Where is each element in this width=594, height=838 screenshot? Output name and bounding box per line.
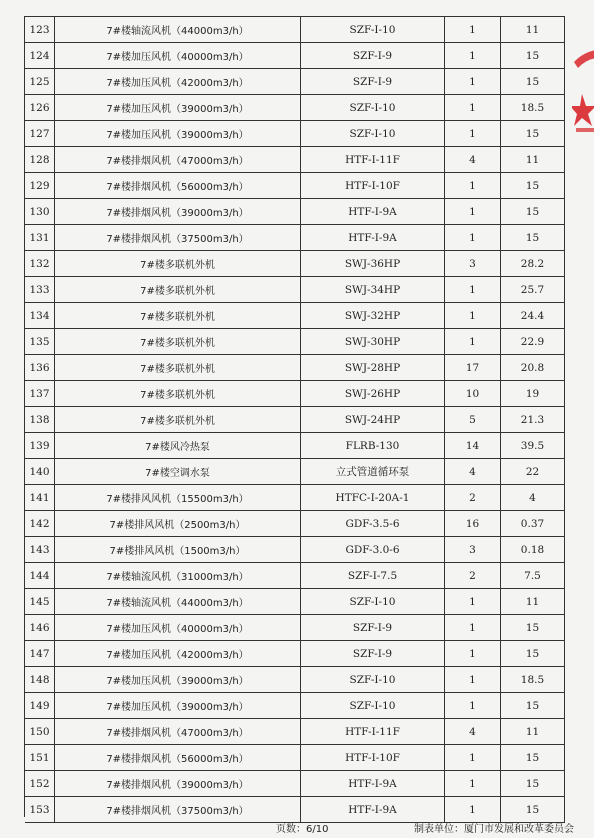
row-number: 128 <box>25 147 55 172</box>
row-number: 148 <box>25 667 55 692</box>
equipment-power: 25.7 <box>501 277 565 302</box>
table-row <box>25 277 565 303</box>
row-number: 141 <box>25 485 55 510</box>
equipment-model: GDF-3.5-6 <box>301 511 445 536</box>
equipment-name: 7#楼排风风机（1500m3/h） <box>55 537 301 562</box>
table-row <box>25 771 565 797</box>
row-number: 130 <box>25 199 55 224</box>
equipment-model: 立式管道循环泵 <box>301 459 445 484</box>
row-number: 145 <box>25 589 55 614</box>
equipment-name: 7#楼排风风机（2500m3/h） <box>55 511 301 536</box>
page-footer <box>0 818 594 836</box>
equipment-model: SWJ-34HP <box>301 277 445 302</box>
table-row <box>25 121 565 147</box>
table-row <box>25 199 565 225</box>
row-number: 142 <box>25 511 55 536</box>
equipment-power: 4 <box>501 485 565 510</box>
equipment-power: 15 <box>501 641 565 666</box>
row-number: 146 <box>25 615 55 640</box>
table-row <box>25 433 565 459</box>
table-row <box>25 225 565 251</box>
equipment-name: 7#楼空调水泵 <box>55 459 301 484</box>
row-number: 139 <box>25 433 55 458</box>
equipment-quantity: 1 <box>445 69 501 94</box>
equipment-name: 7#楼排烟风机（39000m3/h） <box>55 771 301 796</box>
equipment-quantity: 2 <box>445 563 501 588</box>
table-row <box>25 589 565 615</box>
equipment-name: 7#楼加压风机（40000m3/h） <box>55 43 301 68</box>
equipment-power: 15 <box>501 745 565 770</box>
equipment-power: 22 <box>501 459 565 484</box>
equipment-quantity: 2 <box>445 485 501 510</box>
row-number: 133 <box>25 277 55 302</box>
equipment-model: SZF-I-10 <box>301 693 445 718</box>
equipment-name: 7#楼排烟风机（47000m3/h） <box>55 719 301 744</box>
row-number: 123 <box>25 17 55 42</box>
table-row <box>25 485 565 511</box>
table-row <box>25 95 565 121</box>
equipment-name: 7#楼多联机外机 <box>55 329 301 354</box>
equipment-model: SWJ-28HP <box>301 355 445 380</box>
equipment-name: 7#楼排烟风机（37500m3/h） <box>55 797 301 822</box>
equipment-name: 7#楼排烟风机（56000m3/h） <box>55 745 301 770</box>
table-row <box>25 693 565 719</box>
equipment-model: SZF-I-10 <box>301 17 445 42</box>
equipment-power: 11 <box>501 17 565 42</box>
equipment-quantity: 16 <box>445 511 501 536</box>
equipment-power: 19 <box>501 381 565 406</box>
equipment-quantity: 1 <box>445 199 501 224</box>
equipment-model: GDF-3.0-6 <box>301 537 445 562</box>
equipment-model: HTFC-I-20A-1 <box>301 485 445 510</box>
table-row <box>25 641 565 667</box>
equipment-name: 7#楼排烟风机（39000m3/h） <box>55 199 301 224</box>
equipment-quantity: 4 <box>445 147 501 172</box>
equipment-power: 18.5 <box>501 95 565 120</box>
equipment-quantity: 1 <box>445 95 501 120</box>
equipment-model: HTF-I-9A <box>301 771 445 796</box>
equipment-power: 22.9 <box>501 329 565 354</box>
equipment-name: 7#楼多联机外机 <box>55 277 301 302</box>
equipment-model: SZF-I-10 <box>301 95 445 120</box>
equipment-power: 18.5 <box>501 667 565 692</box>
table-row <box>25 303 565 329</box>
equipment-quantity: 1 <box>445 615 501 640</box>
equipment-power: 15 <box>501 69 565 94</box>
row-number: 152 <box>25 771 55 796</box>
equipment-quantity: 1 <box>445 225 501 250</box>
equipment-name: 7#楼轴流风机（31000m3/h） <box>55 563 301 588</box>
row-number: 140 <box>25 459 55 484</box>
equipment-power: 39.5 <box>501 433 565 458</box>
equipment-quantity: 1 <box>445 121 501 146</box>
equipment-power: 11 <box>501 147 565 172</box>
equipment-quantity: 10 <box>445 381 501 406</box>
equipment-quantity: 1 <box>445 329 501 354</box>
equipment-name: 7#楼多联机外机 <box>55 251 301 276</box>
table-row <box>25 459 565 485</box>
row-number: 132 <box>25 251 55 276</box>
equipment-power: 15 <box>501 693 565 718</box>
equipment-model: SZF-I-9 <box>301 43 445 68</box>
equipment-name: 7#楼排烟风机（56000m3/h） <box>55 173 301 198</box>
equipment-power: 0.18 <box>501 537 565 562</box>
table-row <box>25 17 565 43</box>
equipment-model: SZF-I-9 <box>301 69 445 94</box>
row-number: 143 <box>25 537 55 562</box>
equipment-power: 15 <box>501 225 565 250</box>
equipment-power: 11 <box>501 719 565 744</box>
equipment-name: 7#楼多联机外机 <box>55 407 301 432</box>
row-number: 138 <box>25 407 55 432</box>
equipment-name: 7#楼排烟风机（47000m3/h） <box>55 147 301 172</box>
equipment-name: 7#楼加压风机（39000m3/h） <box>55 121 301 146</box>
page-count: 页数：6/10 <box>276 824 329 835</box>
row-number: 131 <box>25 225 55 250</box>
equipment-quantity: 1 <box>445 277 501 302</box>
equipment-quantity: 1 <box>445 693 501 718</box>
equipment-quantity: 1 <box>445 771 501 796</box>
equipment-quantity: 4 <box>445 719 501 744</box>
equipment-power: 15 <box>501 173 565 198</box>
row-number: 124 <box>25 43 55 68</box>
row-number: 136 <box>25 355 55 380</box>
equipment-model: SWJ-36HP <box>301 251 445 276</box>
equipment-power: 11 <box>501 589 565 614</box>
equipment-model: SZF-I-9 <box>301 615 445 640</box>
row-number: 147 <box>25 641 55 666</box>
equipment-quantity: 17 <box>445 355 501 380</box>
equipment-quantity: 14 <box>445 433 501 458</box>
equipment-name: 7#楼轴流风机（44000m3/h） <box>55 17 301 42</box>
equipment-model: SWJ-26HP <box>301 381 445 406</box>
equipment-model: FLRB-130 <box>301 433 445 458</box>
equipment-model: HTF-I-10F <box>301 745 445 770</box>
equipment-name: 7#楼加压风机（42000m3/h） <box>55 69 301 94</box>
table-row <box>25 251 565 277</box>
equipment-quantity: 1 <box>445 43 501 68</box>
table-row <box>25 719 565 745</box>
row-number: 134 <box>25 303 55 328</box>
official-seal-icon <box>572 44 594 134</box>
table-row <box>25 615 565 641</box>
equipment-power: 20.8 <box>501 355 565 380</box>
equipment-power: 0.37 <box>501 511 565 536</box>
row-number: 144 <box>25 563 55 588</box>
equipment-model: SWJ-24HP <box>301 407 445 432</box>
row-number: 126 <box>25 95 55 120</box>
equipment-name: 7#楼排烟风机（37500m3/h） <box>55 225 301 250</box>
row-number: 150 <box>25 719 55 744</box>
equipment-power: 15 <box>501 199 565 224</box>
equipment-name: 7#楼加压风机（39000m3/h） <box>55 667 301 692</box>
table-row <box>25 667 565 693</box>
equipment-quantity: 1 <box>445 303 501 328</box>
equipment-name: 7#楼加压风机（39000m3/h） <box>55 693 301 718</box>
table-row <box>25 407 565 433</box>
issuing-unit: 制表单位：厦门市发展和改革委员会 <box>414 824 574 835</box>
equipment-name: 7#楼风冷热泵 <box>55 433 301 458</box>
equipment-model: SZF-I-9 <box>301 641 445 666</box>
table-row <box>25 43 565 69</box>
equipment-quantity: 1 <box>445 667 501 692</box>
equipment-model: HTF-I-11F <box>301 147 445 172</box>
row-number: 153 <box>25 797 55 822</box>
equipment-model: HTF-I-9A <box>301 797 445 822</box>
table-row <box>25 563 565 589</box>
equipment-power: 15 <box>501 797 565 822</box>
row-number: 125 <box>25 69 55 94</box>
equipment-model: HTF-I-9A <box>301 225 445 250</box>
equipment-model: SZF-I-10 <box>301 121 445 146</box>
equipment-name: 7#楼多联机外机 <box>55 381 301 406</box>
table-row <box>25 537 565 563</box>
equipment-model: HTF-I-11F <box>301 719 445 744</box>
equipment-quantity: 3 <box>445 251 501 276</box>
equipment-quantity: 3 <box>445 537 501 562</box>
equipment-power: 28.2 <box>501 251 565 276</box>
equipment-model: SZF-I-7.5 <box>301 563 445 588</box>
table-row <box>25 147 565 173</box>
equipment-name: 7#楼多联机外机 <box>55 355 301 380</box>
table-row <box>25 511 565 537</box>
equipment-quantity: 1 <box>445 173 501 198</box>
row-number: 127 <box>25 121 55 146</box>
equipment-model: SWJ-32HP <box>301 303 445 328</box>
equipment-power: 7.5 <box>501 563 565 588</box>
equipment-name: 7#楼轴流风机（44000m3/h） <box>55 589 301 614</box>
equipment-name: 7#楼多联机外机 <box>55 303 301 328</box>
equipment-name: 7#楼加压风机（40000m3/h） <box>55 615 301 640</box>
table-row <box>25 745 565 771</box>
equipment-model: HTF-I-9A <box>301 199 445 224</box>
table-row <box>25 355 565 381</box>
equipment-power: 15 <box>501 615 565 640</box>
equipment-name: 7#楼加压风机（39000m3/h） <box>55 95 301 120</box>
equipment-power: 21.3 <box>501 407 565 432</box>
equipment-quantity: 4 <box>445 459 501 484</box>
row-number: 129 <box>25 173 55 198</box>
equipment-model: HTF-I-10F <box>301 173 445 198</box>
equipment-power: 24.4 <box>501 303 565 328</box>
equipment-quantity: 1 <box>445 797 501 822</box>
equipment-model: SWJ-30HP <box>301 329 445 354</box>
table-row <box>25 173 565 199</box>
equipment-quantity: 1 <box>445 641 501 666</box>
equipment-model: SZF-I-10 <box>301 589 445 614</box>
row-number: 135 <box>25 329 55 354</box>
equipment-power: 15 <box>501 121 565 146</box>
row-number: 137 <box>25 381 55 406</box>
table-row <box>25 381 565 407</box>
equipment-power: 15 <box>501 771 565 796</box>
row-number: 149 <box>25 693 55 718</box>
equipment-name: 7#楼排风风机（15500m3/h） <box>55 485 301 510</box>
equipment-quantity: 1 <box>445 17 501 42</box>
equipment-quantity: 1 <box>445 745 501 770</box>
equipment-name: 7#楼加压风机（42000m3/h） <box>55 641 301 666</box>
equipment-table <box>24 16 565 817</box>
equipment-power: 15 <box>501 43 565 68</box>
equipment-quantity: 5 <box>445 407 501 432</box>
row-number: 151 <box>25 745 55 770</box>
equipment-quantity: 1 <box>445 589 501 614</box>
equipment-model: SZF-I-10 <box>301 667 445 692</box>
table-row <box>25 329 565 355</box>
table-row <box>25 69 565 95</box>
